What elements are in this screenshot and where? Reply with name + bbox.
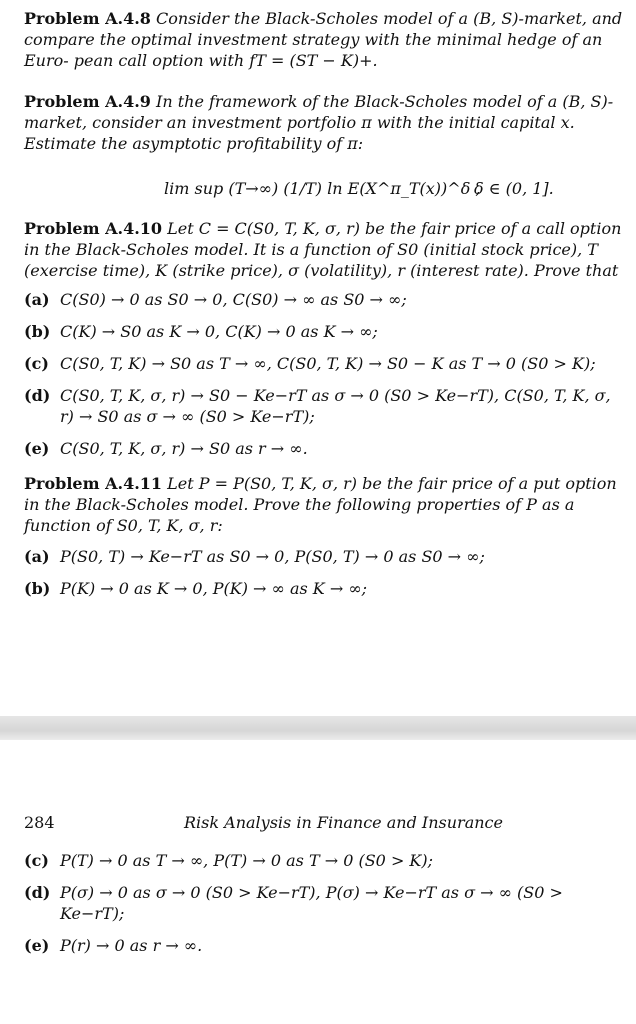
- item-label: (d): [24, 386, 51, 405]
- item-label: (e): [24, 936, 50, 955]
- problem-heading: Problem A.4.8: [24, 9, 151, 28]
- item-list: [24, 289, 628, 459]
- item-text: P(S0, T) → Ke−rT as S0 → 0, P(S0, T) → 0 as S0 → ∞;: [60, 547, 485, 566]
- problem-a-4-10: [24, 218, 628, 281]
- item-label: (a): [24, 547, 50, 566]
- problem-body: Let P = P(S0, T, K, σ, r) be the fair price of a put option in the Black-Scholes model. Prove the following properties of P as a function of S0, T, K, σ, r:: [24, 474, 617, 535]
- item-text: C(K) → S0 as K → 0, C(K) → 0 as K → ∞;: [60, 322, 378, 341]
- display-formula: [164, 168, 628, 212]
- item-text: P(K) → 0 as K → 0, P(K) → ∞ as K → ∞;: [60, 579, 368, 598]
- page-separator: [0, 716, 636, 740]
- item-label: (d): [24, 883, 51, 902]
- item-label: (a): [24, 290, 50, 309]
- list-item: [24, 321, 628, 342]
- item-label: (b): [24, 579, 51, 598]
- item-text: P(σ) → 0 as σ → 0 (S0 > Ke−rT), P(σ) → Ke−rT as σ → ∞ (S0 > Ke−rT);: [60, 883, 563, 923]
- problem-a-4-8: [24, 8, 628, 71]
- problem-a-4-11: [24, 473, 628, 536]
- item-label: (c): [24, 851, 49, 870]
- list-item: [24, 882, 628, 924]
- item-label: (c): [24, 354, 49, 373]
- formula: lim sup (T→∞) (1/T) ln E(X^π_T(x))^δ ,: [164, 179, 481, 198]
- item-label: (b): [24, 322, 51, 341]
- item-text: P(r) → 0 as r → ∞.: [60, 936, 203, 955]
- problem-body: Consider the Black-Scholes model of a (B, S)-market, and compare the optimal investment strategy with the minimal hedge of an Euro- pean call option with fT = (ST − K)+.: [24, 9, 623, 70]
- page-number: 284: [24, 813, 55, 832]
- problem-heading: Problem A.4.9: [24, 92, 151, 111]
- list-item: [24, 289, 628, 310]
- item-text: C(S0) → 0 as S0 → 0, C(S0) → ∞ as S0 → ∞;: [60, 290, 407, 309]
- problem-heading: Problem A.4.10: [24, 219, 163, 238]
- problem-heading: Problem A.4.11: [24, 474, 163, 493]
- list-item: [24, 578, 628, 599]
- content-top: [24, 8, 628, 599]
- item-text: C(S0, T, K, σ, r) → S0 − Ke−rT as σ → 0 (S0 > Ke−rT), C(S0, T, K, σ, r) → S0 as σ → ∞ (S0 > Ke−rT);: [60, 386, 611, 426]
- list-item: [24, 935, 628, 956]
- list-item: [24, 546, 628, 567]
- list-item: [24, 438, 628, 459]
- item-text: P(T) → 0 as T → ∞, P(T) → 0 as T → 0 (S0 > K);: [60, 851, 434, 870]
- formula-condition: δ ∈ (0, 1].: [474, 179, 554, 198]
- list-item: [24, 385, 628, 427]
- problem-body: Let C = C(S0, T, K, σ, r) be the fair price of a call option in the Black-Scholes model. It is a function of S0 (initial stock price), T (exercise time), K (strike price), σ (volatility), r (interest rate). Prove that: [24, 219, 622, 280]
- list-item: [24, 353, 628, 374]
- item-label: (e): [24, 439, 50, 458]
- problem-body: In the framework of the Black-Scholes model of a (B, S)-market, consider an investment portfolio π with the initial capital x. Estimate the asymptotic profitability of π:: [24, 92, 614, 153]
- item-text: C(S0, T, K) → S0 as T → ∞, C(S0, T, K) → S0 − K as T → 0 (S0 > K);: [60, 354, 596, 373]
- item-list: [24, 850, 628, 956]
- problem-a-4-9: [24, 91, 628, 154]
- list-item: [24, 850, 628, 871]
- page-bottom: [0, 740, 636, 1024]
- item-text: C(S0, T, K, σ, r) → S0 as r → ∞.: [60, 439, 308, 458]
- running-title: Risk Analysis in Finance and Insurance: [184, 813, 503, 832]
- item-list: [24, 546, 628, 599]
